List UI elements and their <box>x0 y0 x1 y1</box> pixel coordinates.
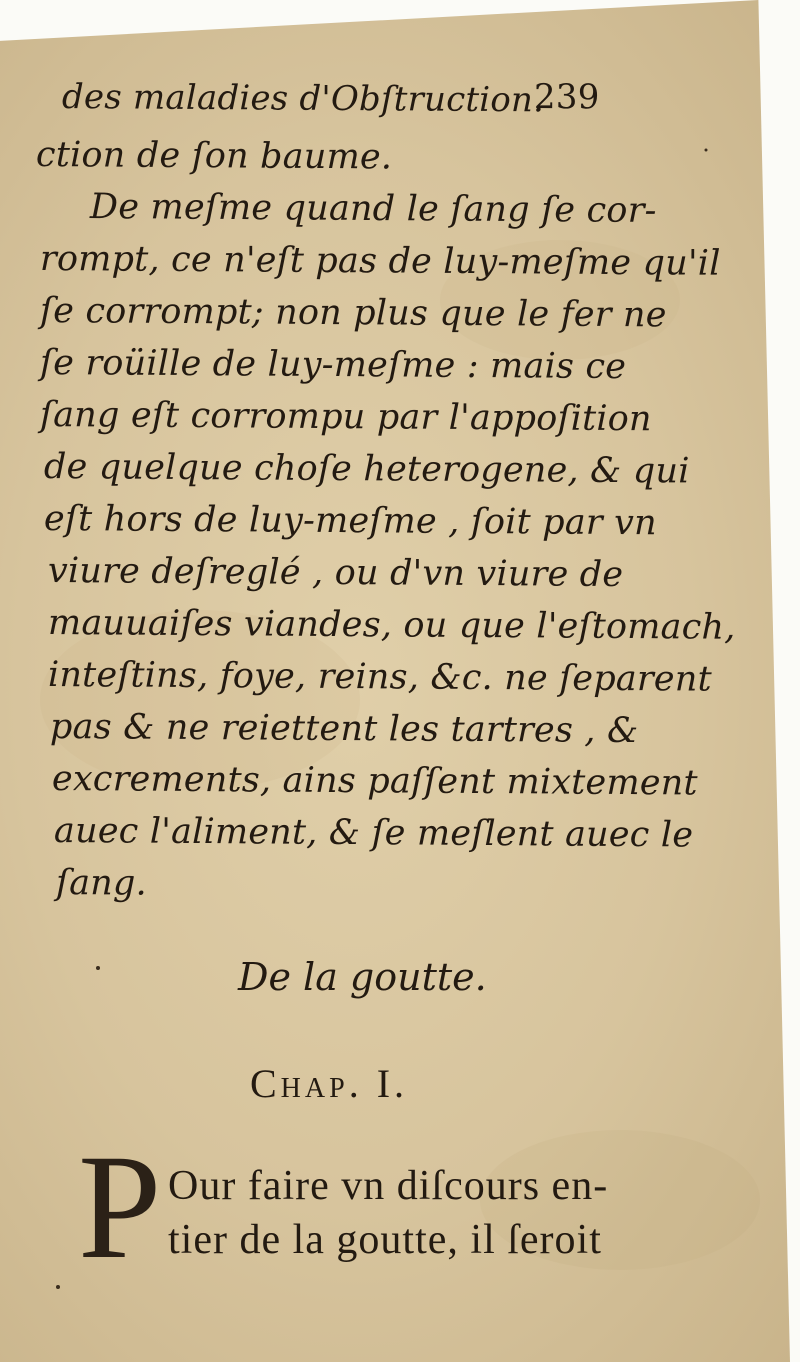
ink-speck <box>705 149 708 152</box>
chapter-label: Chap. I. <box>250 1061 409 1106</box>
body-line: auec l'aliment, & ſe meſlent auec le <box>53 811 694 856</box>
opening-line: Our faire vn diſcours en- <box>168 1163 609 1209</box>
body-line: mauuaiſes viandes, ou que l'eſtomach, <box>47 603 736 648</box>
body-line: De meſme quand le ſang ſe cor- <box>89 187 657 231</box>
drop-cap: P <box>78 1124 162 1290</box>
ink-speck <box>96 966 100 970</box>
ink-speck <box>56 1285 60 1289</box>
body-line: inteſtins, foye, reins, &c. ne ſeparent <box>47 655 712 700</box>
body-line: ction de ſon baume. <box>35 135 393 178</box>
body-line: excrements, ains paſſent mixtement <box>51 759 698 804</box>
section-heading: De la goutte. <box>238 955 487 999</box>
body-line: de quelque choſe heterogene, & qui <box>43 447 690 492</box>
body-line: rompt, ce n'eſt pas de luy-meſme qu'il <box>39 239 721 284</box>
body-line: eſt hors de luy-meſme , ſoit par vn <box>43 499 657 544</box>
opening-line: tier de la goutte, il ſeroit <box>168 1217 602 1263</box>
body-line: ſe corrompt; non plus que le fer ne <box>39 291 667 336</box>
body-line: ſang. <box>55 863 148 904</box>
body-line: viure deſreglé , ou d'vn viure de <box>47 551 624 596</box>
body-line: ſang eſt corrompu par l'appoſition <box>39 395 652 440</box>
page-number: 239 <box>533 77 600 118</box>
body-line: ſe roüille de luy-meſme : mais ce <box>39 343 627 388</box>
body-line: pas & ne reiettent les tartres , & <box>49 707 639 752</box>
running-title: des maladies d'Obſtruction. <box>61 77 545 121</box>
